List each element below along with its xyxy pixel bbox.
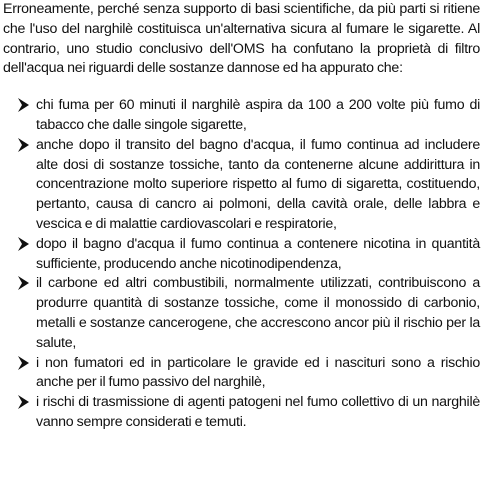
list-item-text: anche dopo il transito del bagno d'acqua, il fumo continua ad includere alte dosi di sostanze tossiche, tanto da contenerne alcune addirittura in concentrazione molto superiore rispetto al fumo di sigaretta, costituendo, pertanto, causa di cancro ai polmoni, della cavità orale, delle labbra e vescica e di malattie cardiovascolari e respiratorie, (36, 136, 480, 232)
list-item-text: i rischi di trasmissione di agenti patogeni nel fumo collettivo di un narghilè vanno sempre considerati e temuti. (36, 394, 480, 430)
list-item (3, 393, 483, 433)
list-item (3, 274, 483, 353)
arrowhead-bullet-icon (17, 137, 30, 153)
arrowhead-bullet-icon (17, 275, 30, 291)
list-item (3, 354, 483, 394)
arrowhead-bullet-icon (17, 97, 30, 113)
arrowhead-bullet-icon (17, 236, 30, 252)
list-item-text: il carbone ed altri combustibili, normalmente utilizzati, contribuiscono a produrre quantità di sostanze tossiche, come il monossido di carbonio, metalli e sostanze cancerogene, che accrescono ancor più il rischio per la salute, (36, 275, 480, 351)
arrowhead-bullet-icon (17, 355, 30, 371)
intro-paragraph: Erroneamente, perché senza supporto di basi scientifiche, da più parti si ritiene che l'uso del narghilè costituisca un'alternativa sicura al fumare le sigarette. Al contrario, uno studio conclusivo dell'OMS ha confutano la proprietà di filtro dell'acqua nei riguardi delle sostanze dannose ed ha appurato che: (3, 1, 480, 77)
list-item-text: chi fuma per 60 minuti il narghilè aspira da 100 a 200 volte più fumo di tabacco che dalle singole sigarette, (36, 97, 480, 133)
list-item (3, 235, 483, 275)
bullet-list (3, 96, 483, 433)
list-item-text: dopo il bagno d'acqua il fumo continua a contenere nicotina in quantità sufficiente, producendo anche nicotinodipendenza, (36, 235, 480, 272)
list-item (3, 96, 483, 136)
arrowhead-bullet-icon (17, 394, 30, 410)
list-item-text: i non fumatori ed in particolare le gravide ed i nascituri sono a rischio anche per il fumo passivo del narghilè, (36, 354, 480, 391)
list-item (3, 136, 483, 235)
